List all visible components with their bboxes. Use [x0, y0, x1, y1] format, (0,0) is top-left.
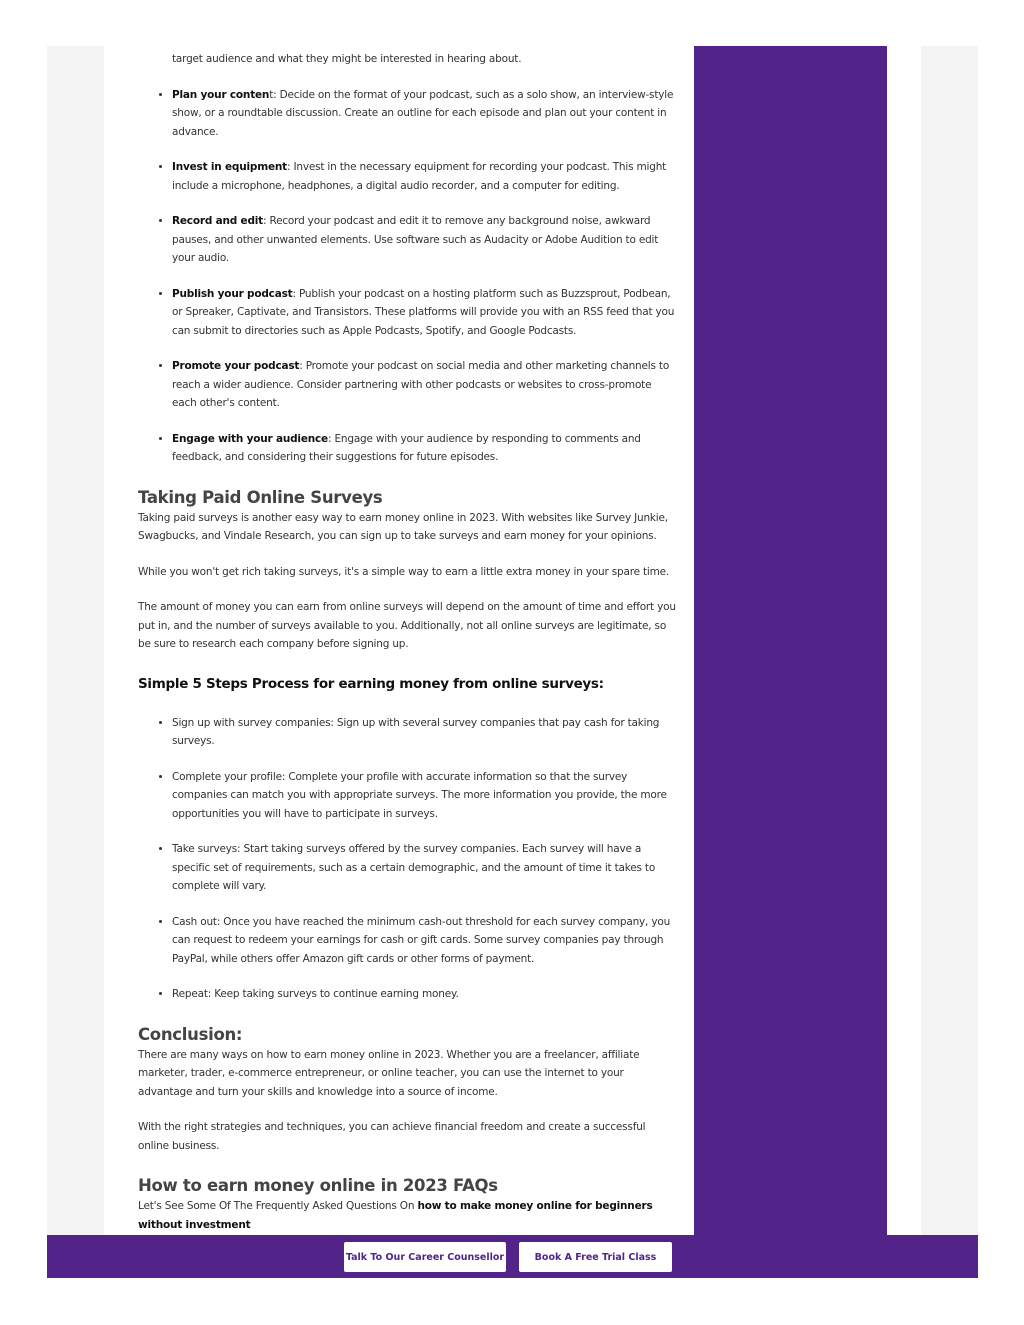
cta-bar [47, 1235, 978, 1278]
conclusion-paragraph: There are many ways on how to earn money online in 2023. Whether you are a freelancer, affiliate marketer, trader, e-commerce entrepreneur, or online teacher, you can use the internet to your advantage and turn your skills and knowledge into a source of income. [138, 1048, 640, 1098]
item-title: Plan your conten [172, 88, 270, 101]
item-title: Record and edit [172, 215, 263, 227]
item-text: : Engage with your audience by responding to comments and feedback, and considering their suggestions for future episodes. [172, 432, 641, 463]
list-item: • Repeat: Keep taking surveys to continue earning money. [172, 985, 678, 1004]
surveys-heading: Taking Paid Online Surveys [138, 487, 383, 507]
surveys-paragraph: Taking paid surveys is another easy way to earn money online in 2023. With websites like Survey Junkie, Swagbucks, and Vindale Research, you can sign up to take surveys and earn money for your opinions. [138, 511, 668, 542]
right-gutter [921, 46, 978, 1236]
item-title-tail: t [269, 88, 274, 101]
item-text: : Record your podcast and edit it to remove any background noise, awkward pauses, and other unwanted elements. Use software such as Audacity or Adobe Audition to edit your audio. [172, 215, 659, 264]
article-body [138, 50, 678, 1234]
list-item: • Complete your profile: Complete your profile with accurate information so that the survey companies can match you with appropriate surveys. The more information you provide, the more opportunities you will have to participate in surveys. [172, 768, 678, 824]
list-item: • Sign up with survey companies: Sign up with several survey companies that pay cash for taking surveys. [172, 714, 678, 751]
conclusion-paragraph: With the right strategies and techniques, you can achieve financial freedom and create a successful online business. [138, 1121, 646, 1152]
list-item [172, 285, 678, 341]
survey-steps-list [138, 714, 678, 1004]
item-title: Publish your podcast [172, 287, 293, 300]
career-counsellor-button[interactable]: Talk To Our Career Counsellor [344, 1242, 506, 1272]
conclusion-heading: Conclusion: [138, 1024, 243, 1044]
faqs-intro-text: Let's See Some Of The Frequently Asked Questions On [138, 1200, 418, 1212]
list-item: • Take surveys: Start taking surveys offered by the survey companies. Each survey will have a specific set of requirements, such as a certain demographic, and the amount of time it takes to complete will vary. [172, 840, 678, 896]
item-title: Engage with your audience [172, 432, 328, 445]
faqs-heading: How to earn money online in 2023 FAQs [138, 1176, 498, 1195]
surveys-paragraph: The amount of money you can earn from online surveys will depend on the amount of time and effort you put in, and the number of surveys available to you. Additionally, not all online surveys are legitimate, so be sure to research each company before signing up. [138, 601, 676, 650]
list-item: • Cash out: Once you have reached the minimum cash-out threshold for each survey company, you can request to redeem your earnings for cash or gift cards. Some survey companies pay through PayPal, while others offer Amazon gift cards or other forms of payment. [172, 913, 678, 969]
item-text: : Decide on the format of your podcast, such as a solo show, an interview-style show, or a roundtable discussion. Create an outline for each episode and plan out your content in advance. [172, 88, 674, 138]
surveys-paragraph: While you won't get rich taking surveys, it's a simple way to earn a little extra money in your spare time. [138, 565, 670, 578]
faqs-intro-bold: how to make money online for beginners without investment [138, 1200, 653, 1231]
list-item [172, 86, 678, 142]
faqs-intro [138, 1197, 678, 1234]
left-gutter [47, 46, 104, 1236]
item-text: : Promote your podcast on social media and other marketing channels to reach a wider audience. Consider partnering with other podcasts or websites to cross-promote each other's content. [172, 360, 670, 409]
sidebar-panel [694, 46, 887, 1278]
list-item [172, 212, 678, 268]
item-text: : Publish your podcast on a hosting platform such as Buzzsprout, Podbean, or Spreaker, Captivate, and Transistors. These platforms will provide you with an RSS feed that you can submit to directories such as Apple Podcasts, Spotify, and Google Podcasts. [172, 287, 675, 337]
item-title: Invest in equipment [172, 161, 287, 173]
free-trial-button[interactable]: Book A Free Trial Class [519, 1242, 672, 1272]
sidebar-gap [887, 46, 921, 1236]
survey-steps-heading: Simple 5 Steps Process for earning money from online surveys: [138, 675, 604, 692]
podcast-intro-tail: target audience and what they might be interested in hearing about. [172, 53, 522, 65]
item-text: : Invest in the necessary equipment for recording your podcast. This might include a microphone, headphones, a digital audio recorder, and a computer for editing. [172, 161, 667, 192]
list-item [172, 430, 678, 467]
item-title: Promote your podcast [172, 360, 300, 372]
podcast-steps-list [138, 86, 678, 467]
list-item [172, 158, 678, 195]
list-item [172, 357, 678, 413]
